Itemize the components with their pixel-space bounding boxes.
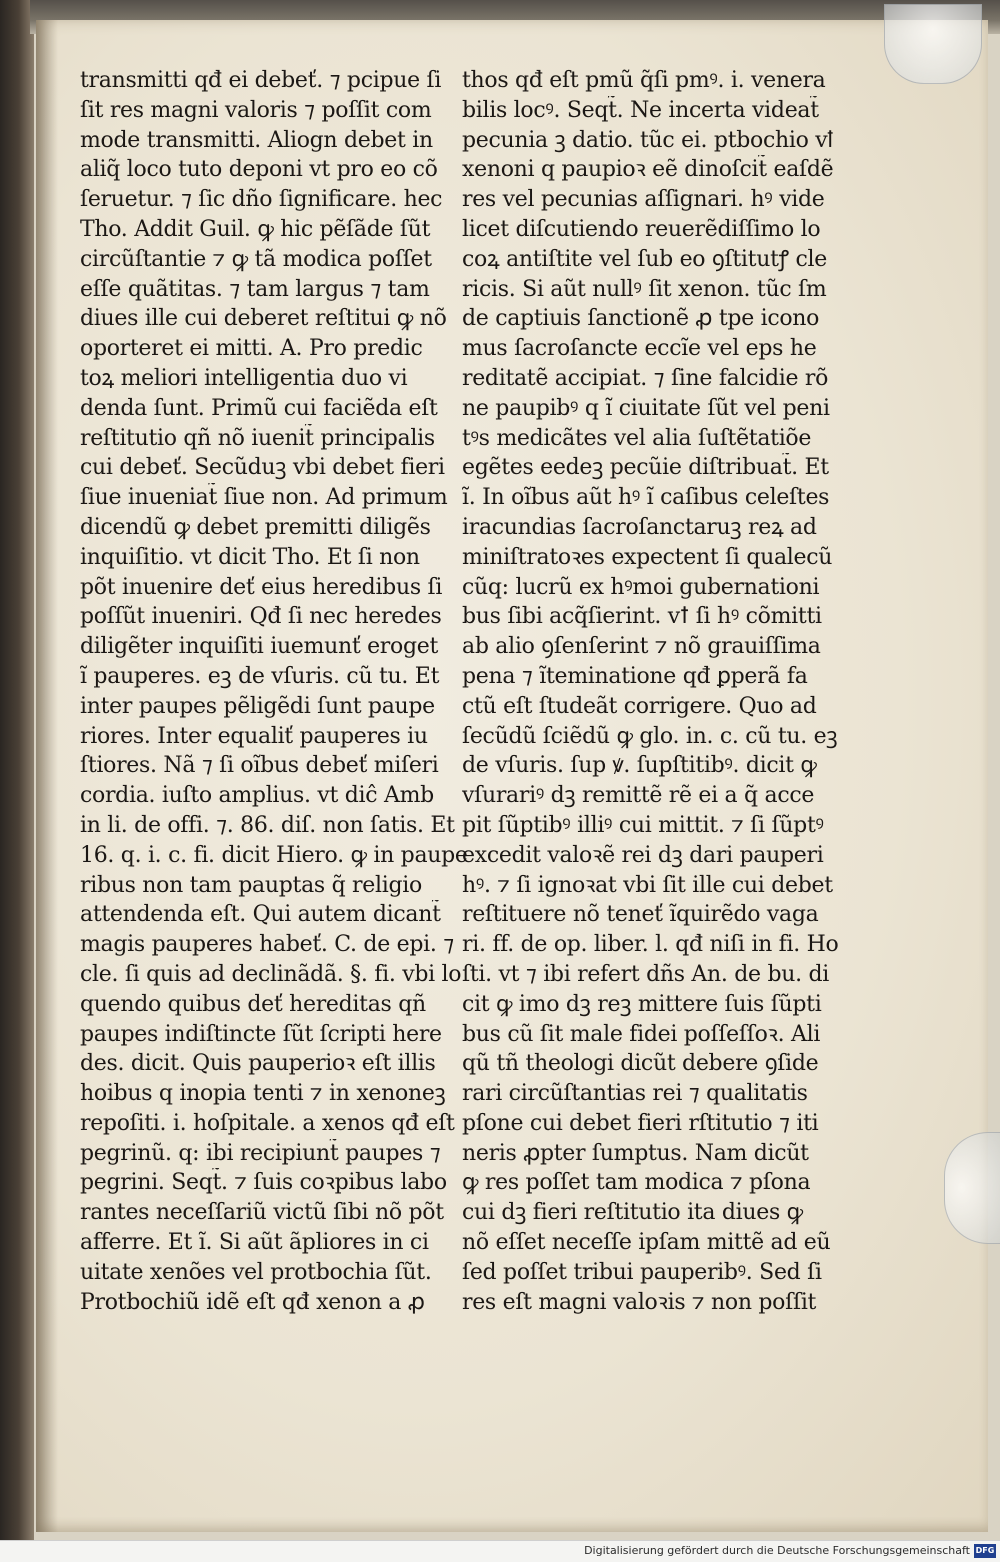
text-line: aliq̃ loco tuto deponi vt pro eo cõ	[80, 157, 438, 183]
text-line: afferre. Et ĩ. Si aũt ãpliores in ci	[80, 1230, 429, 1256]
text-line: coꝝ antiſtite vel ſub eo ꝯſtitutꝭ cle	[462, 246, 827, 272]
text-line: 16. q. i. c. fi. dicit Hiero. ꝙ in paupe	[80, 842, 468, 868]
text-line: hoibus q inopia tenti ⁊ in xenoneꝫ	[80, 1081, 446, 1107]
text-line: cordia. iuſto amplius. vt diĉ Amb	[80, 783, 434, 809]
text-line: pit ſũptibꝰ illiꝰ cui mittit. ⁊ ſi ſũptꝰ	[462, 812, 824, 838]
funding-credit: Digitalisierung gefördert durch die Deutsche Forschungsgemeinschaft	[584, 1544, 970, 1557]
text-line: rari circũſtantias rei ⁊ qualitatis	[462, 1081, 808, 1107]
text-line: denda ſunt. Primũ cui faciẽda eſt	[80, 395, 438, 421]
text-line: inter paupes pẽligẽdi ſunt paupe	[80, 693, 435, 719]
text-line: repoſiti. i. hoſpitale. a xenos qđ eſt	[80, 1110, 455, 1136]
text-line: ſit res magni valoris ⁊ poſſit com	[80, 97, 432, 123]
text-line: mus ſacroſancte eccĩe vel eps he	[462, 336, 817, 362]
text-line: attendenda eſt. Qui autem dicant̃	[80, 902, 441, 928]
dfg-logo-icon: DFG	[974, 1544, 996, 1558]
text-line: bus cũ ſit male fidei poſſeſſoꝛ. Ali	[462, 1021, 821, 1047]
text-line: ab alio ꝯſenſerint ⁊ nõ grauiſſima	[462, 634, 821, 660]
text-line: diligẽter inquiſiti iuemunť eroget	[80, 634, 438, 660]
text-line: ꝙ res poſſet tam modica ⁊ pſona	[462, 1170, 811, 1196]
text-column-left	[80, 66, 470, 1317]
binding-board-left	[0, 0, 34, 1540]
text-line: vſurariꝰ dꝫ remittẽ rẽ ei a q̃ acce	[462, 783, 815, 809]
text-line: qũ tñ theologi dicũt debere ꝯſide	[462, 1051, 819, 1077]
text-line: mode transmitti. Aliogn debet in	[80, 127, 433, 153]
text-line: thos qđ eſt pmũ q̃ſi pmꝰ. i. venera	[462, 68, 826, 93]
text-line: circũſtantie ⁊ ꝙ tã modica poſſet	[80, 246, 432, 272]
text-line: transmitti qđ ei debeť. ⁊ pcipue ſi	[80, 68, 442, 93]
text-line: egẽtes eedeꝫ pecũie diſtribuat̃. Et	[462, 455, 829, 481]
text-line: cũq: lucrũ ex hꝰmoi gubernationi	[462, 574, 820, 600]
text-line: Protbochiũ idẽ eſt qđ xenon a ꝓ	[80, 1289, 425, 1315]
text-line: miniſtratoꝛes expectent ſi qualecũ	[462, 544, 833, 570]
text-line: xenoni q paupioꝛ eẽ dinoſcit̃ eaſdẽ	[462, 157, 834, 183]
text-line: uitate xenões vel protbochia ſũt.	[80, 1259, 432, 1285]
text-line: nõ eſſet neceſſe ipſam mittẽ ad eũ	[462, 1230, 831, 1256]
text-line: excedit valoꝛẽ rei dꝫ dari pauperi	[462, 842, 824, 868]
text-line: magis pauperes habeť. C. de epi. ⁊	[80, 932, 454, 958]
text-line: licet diſcutiendo reuerẽdiſſimo lo	[462, 216, 821, 242]
text-line: reſtituere nõ teneť ĩquirẽdo vaga	[462, 902, 819, 928]
text-line: ctũ eſt ſtudeãt corrigere. Quo ad	[462, 693, 817, 719]
text-line: ſtiores. Nã ⁊ ſi oĩbus debeť miſeri	[80, 753, 439, 779]
text-line: res vel pecunias aſſignari. hꝰ vide	[462, 187, 825, 213]
text-line: dicendũ ꝙ debet premitti diligẽs	[80, 514, 431, 540]
text-line: põt inuenire deť eius heredibus ſi	[80, 574, 443, 600]
text-line: res eſt magni valoꝛis ⁊ non poſſit	[462, 1289, 817, 1315]
text-line: reditatẽ accipiat. ⁊ ſine falcidie rõ	[462, 365, 829, 391]
text-line: reſtitutio qñ nõ iuenit̃ principalis	[80, 425, 435, 451]
text-line: diues ille cui deberet reſtitui ꝙ nõ	[80, 306, 447, 332]
text-line: ſiue inueniat̃ ſiue non. Ad primum	[80, 485, 448, 511]
text-line: des. dicit. Quis pauperioꝛ eſt illis	[80, 1051, 436, 1077]
text-line: cui debeť. Secũduꝫ vbi debet fieri	[80, 455, 445, 481]
text-line: hꝰ. ⁊ ſi ignoꝛat vbi ſit ille cui debet	[462, 872, 833, 898]
text-line: riores. Inter equaliť pauperes iu	[80, 723, 428, 749]
text-line: ſti. vt ⁊ ibi refert dñs An. de bu. di	[462, 961, 830, 987]
text-line: ricis. Si aũt nullꝰ ſit xenon. tũc ſm	[462, 276, 827, 302]
text-line: iracundias ſacroſanctaruꝫ reꝝ ad	[462, 514, 817, 540]
text-line: quendo quibus deť hereditas qñ	[80, 991, 426, 1017]
text-line: cle. ſi quis ad declinãdã. §. fi. vbi lo	[80, 961, 462, 987]
text-column-right	[462, 66, 872, 1317]
text-line: neris ꝓpter ſumptus. Nam dicũt	[462, 1140, 809, 1166]
text-line: ri. ff. de op. liber. l. qđ niſi in fi. Ho	[462, 932, 839, 958]
text-line: paupes indiſtincte ſũt ſcripti here	[80, 1021, 442, 1047]
gutter-shadow	[36, 20, 58, 1532]
text-line: rantes neceſſariũ victũ ſibi nõ põt	[80, 1200, 444, 1226]
text-line: poſſũt inueniri. Qđ ſi nec heredes	[80, 604, 442, 630]
text-line: cui dꝫ fieri reſtitutio ita diues ꝙ	[462, 1200, 803, 1226]
text-line: pſone cui debet fieri rſtitutio ⁊ iti	[462, 1110, 819, 1136]
text-line: ſeruetur. ⁊ ſic dño ſignificare. hec	[80, 187, 443, 213]
text-line: ſed poſſet tribui pauperibꝰ. Sed ſi	[462, 1259, 822, 1285]
text-line: pena ⁊ ĩteminatione qđ ꝑperã fa	[462, 663, 808, 689]
text-line: pecunia ꝫ datio. tũc ei. ptbochio vꝉ	[462, 127, 833, 153]
text-line: pegrini. Seqt̃. ⁊ ſuis coꝛpibus labo	[80, 1170, 447, 1196]
footer-bar	[0, 1540, 1000, 1562]
text-line: de captiuis ſanctionẽ ꝓ tpe icono	[462, 306, 820, 332]
text-line: ſecũdũ ſciẽdũ ꝙ glo. in. c. cũ tu. eꝫ	[462, 723, 838, 749]
text-line: de vſuris. ſup ꝟ. ſupſtitibꝰ. dicit ꝙ	[462, 753, 817, 779]
text-line: cit ꝙ imo dꝫ reꝫ mittere ſuis ſũpti	[462, 991, 822, 1017]
text-line: ĩ. In oĩbus aũt hꝰ ĩ caſibus celeſtes	[462, 485, 830, 511]
text-line: Tho. Addit Guil. ꝙ hic pẽſãde ſũt	[80, 216, 431, 242]
text-line: tꝰs medicãtes vel alia ſuſtẽtatiõe	[462, 425, 812, 451]
text-line: in li. de offi. ⁊. 86. diſ. non ſatis. Et	[80, 812, 455, 838]
text-line: eſſe quãtitas. ⁊ tam largus ⁊ tam	[80, 276, 430, 302]
text-line: ne paupibꝰ q ĩ ciuitate ſũt vel peni	[462, 395, 830, 421]
glass-clip-top	[884, 4, 982, 84]
text-line: pegrinũ. q: ibi recipiunt̃ paupes ⁊	[80, 1140, 441, 1166]
text-line: toꝝ meliori intelligentia duo vi	[80, 365, 408, 391]
text-line: bilis locꝰ. Seqt̃. Ne incerta videat̃	[462, 97, 819, 123]
text-line: bus ſibi acq̃ſierint. vꝉ ſi hꝰ cõmitti	[462, 604, 822, 630]
text-line: ĩ pauperes. eꝫ de vſuris. cũ tu. Et	[80, 663, 440, 689]
text-line: ribus non tam pauptas q̃ religio	[80, 872, 422, 898]
text-line: inquiſitio. vt dicit Tho. Et ſi non	[80, 544, 420, 570]
text-line: oporteret ei mitti. A. Pro predic	[80, 336, 423, 362]
